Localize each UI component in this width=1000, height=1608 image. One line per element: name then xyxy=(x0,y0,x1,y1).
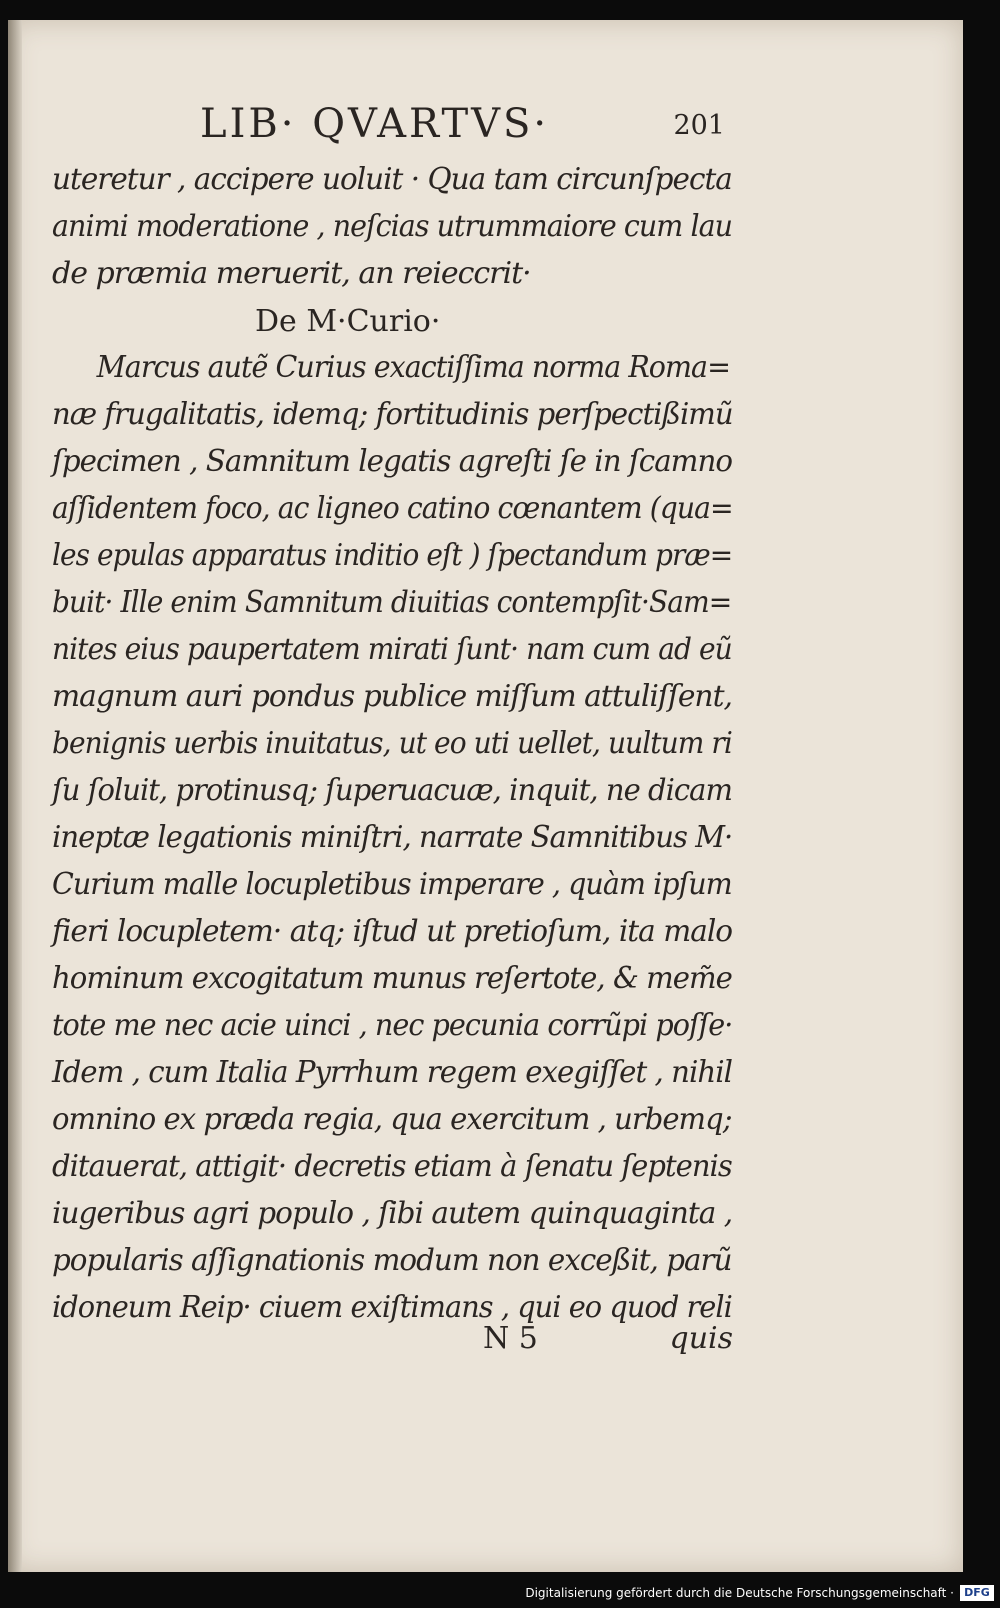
text-line: ſpecimen , Samnitum legatis agreſti ſe in ſcamno xyxy=(52,444,732,479)
text-line: aſſidentem foco, ac ligneo catino cœnantem (qua= xyxy=(52,491,733,526)
page-number: 201 xyxy=(673,110,725,141)
text-line: iugeribus agri populo , ſibi autem quinquaginta , xyxy=(52,1196,733,1231)
text-line: ineptæ legationis miniſtri, narrate Samnitibus M· xyxy=(52,820,733,855)
text-line: Curium malle locupletibus imperare , quàm ipſum xyxy=(52,867,732,902)
text-line: nites eius paupertatem mirati ſunt· nam cum ad eũ xyxy=(52,632,732,667)
text-line: animi moderatione , neſcias utrummaiore cum lau xyxy=(52,209,733,244)
text-line: les epulas apparatus inditio eſt ) ſpectandum præ= xyxy=(52,538,733,573)
text-line: popularis aſſignationis modum non exceßit, parũ xyxy=(52,1243,732,1278)
book-page xyxy=(8,20,963,1572)
credit-bar xyxy=(525,1582,994,1604)
page-header xyxy=(200,94,725,154)
catchword: quis xyxy=(669,1321,733,1356)
text-line: idoneum Reip· ciuem exiſtimans , qui eo quod reli xyxy=(52,1290,732,1325)
dfg-logo[interactable]: DFG xyxy=(960,1585,994,1601)
running-title: LIB· QVARTVS· xyxy=(200,101,550,147)
text-line: omnino ex præda regia, qua exercitum , urbemq; xyxy=(52,1102,732,1137)
text-line: fieri locupletem· atq; iſtud ut pretioſum, ita malo xyxy=(52,914,733,949)
text-line: uteretur , accipere uoluit · Qua tam circunſpecta xyxy=(52,162,732,197)
page-footer xyxy=(483,1314,733,1364)
text-line: tote me nec acie uinci , nec pecunia corrũpi poſſe· xyxy=(52,1008,733,1043)
text-line: de præmia meruerit, an reieccrit· xyxy=(52,256,531,291)
text-line: Idem , cum Italia Pyrrhum regem exegiſſet , nihil xyxy=(52,1055,732,1090)
text-line: næ frugalitatis, idemq; fortitudinis perſpectißimũ xyxy=(52,397,733,432)
section-heading: De M·Curio· xyxy=(255,304,441,339)
text-line: Marcus autẽ Curius exactiſſima norma Roma= xyxy=(96,350,730,385)
text-line: ditauerat, attigit· decretis etiam à ſenatu ſeptenis xyxy=(52,1149,732,1184)
signature-mark: N 5 xyxy=(483,1321,538,1356)
text-line: buit· Ille enim Samnitum diuitias contempſit·Sam= xyxy=(52,585,732,620)
funding-credit: Digitalisierung gefördert durch die Deutsche Forschungsgemeinschaft · xyxy=(525,1586,954,1600)
text-line: ſu ſoluit, protinusq; ſuperuacuæ, inquit, ne dicam xyxy=(52,773,733,808)
text-line: hominum excogitatum munus reſertote, & mem̃e xyxy=(52,961,732,996)
text-line: benignis uerbis inuitatus, ut eo uti uellet, uultum ri xyxy=(52,726,732,761)
page-gutter xyxy=(8,20,22,1572)
text-line: magnum auri pondus publice miſſum attuliſſent, xyxy=(52,679,732,714)
